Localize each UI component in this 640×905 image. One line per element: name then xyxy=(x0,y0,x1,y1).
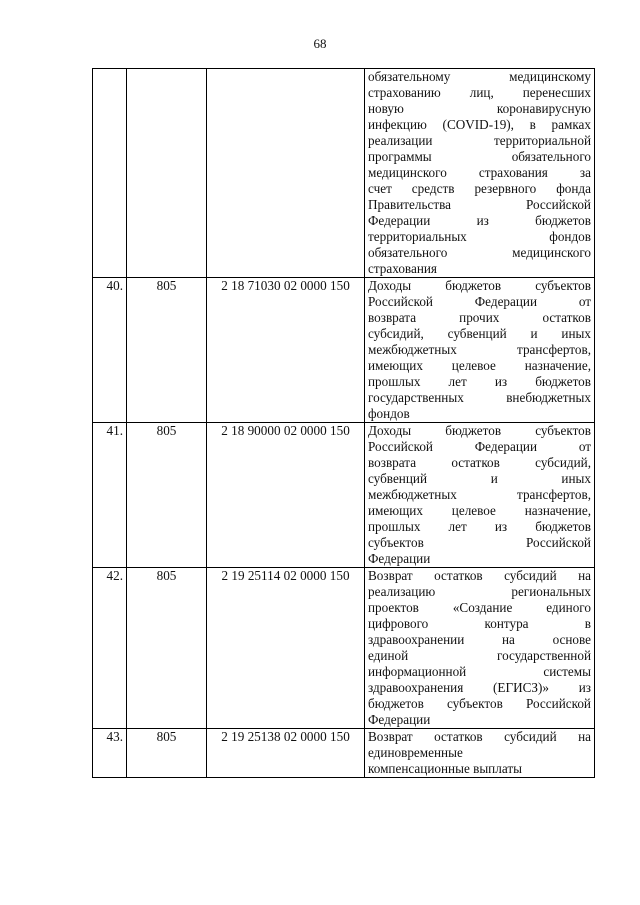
description-line: имеющих целевое назначение, xyxy=(368,358,591,373)
description-line: Возврат остатков субсидий на xyxy=(368,568,591,583)
budget-classification-code-cell: 2 19 25138 02 0000 150 xyxy=(207,729,365,778)
description-line: субвенций и иных xyxy=(368,471,591,486)
row-number-cell: 40. xyxy=(93,278,127,423)
admin-code-cell: 805 xyxy=(127,423,207,568)
table-row xyxy=(93,278,595,423)
table-row xyxy=(93,423,595,568)
description-line: информационной системы xyxy=(368,664,591,679)
admin-code-cell: 805 xyxy=(127,278,207,423)
row-number-cell xyxy=(93,69,127,278)
description-cell xyxy=(365,568,595,729)
page-number: 68 xyxy=(313,36,327,51)
description-line: обязательному медицинскому xyxy=(368,69,591,84)
description-line: территориальных фондов xyxy=(368,229,591,244)
description-line: бюджетов субъектов Российской xyxy=(368,696,591,711)
description-line: субъектов Российской xyxy=(368,535,591,550)
table-row xyxy=(93,69,595,278)
description-line: Правительства Российской xyxy=(368,197,591,212)
description-line: страхования xyxy=(368,261,437,276)
description-line: прошлых лет из бюджетов xyxy=(368,374,591,389)
admin-code-cell: 805 xyxy=(127,729,207,778)
description-line: Российской Федерации от xyxy=(368,294,591,309)
description-line: реализации территориальной xyxy=(368,133,591,148)
description-line: здравоохранения (ЕГИСЗ)» из xyxy=(368,680,591,695)
description-line: государственных внебюджетных xyxy=(368,390,591,405)
budget-classification-code-cell: 2 19 25114 02 0000 150 xyxy=(207,568,365,729)
description-line: Федерации xyxy=(368,712,431,727)
description-cell xyxy=(365,69,595,278)
description-line: обязательного медицинского xyxy=(368,245,591,260)
description-line: межбюджетных трансфертов, xyxy=(368,487,591,502)
description-line: здравоохранении на основе xyxy=(368,632,591,647)
description-line: Возврат остатков субсидий на xyxy=(368,729,591,744)
budget-classification-code-cell xyxy=(207,69,365,278)
table-body xyxy=(93,69,595,778)
description-cell xyxy=(365,423,595,568)
description-line: цифрового контура в xyxy=(368,616,591,631)
description-line: программы обязательного xyxy=(368,149,591,164)
table-row xyxy=(93,729,595,778)
description-cell xyxy=(365,278,595,423)
description-line: проектов «Создание единого xyxy=(368,600,591,615)
description-line: новую коронавирусную xyxy=(368,101,591,116)
row-number-cell: 42. xyxy=(93,568,127,729)
row-number-cell: 41. xyxy=(93,423,127,568)
description-line: компенсационные выплаты xyxy=(368,761,522,776)
description-line: Федерации из бюджетов xyxy=(368,213,591,228)
budget-classification-code-cell: 2 18 90000 02 0000 150 xyxy=(207,423,365,568)
description-line: возврата прочих остатков xyxy=(368,310,591,325)
description-line: страхованию лиц, перенесших xyxy=(368,85,591,100)
description-line: Доходы бюджетов субъектов xyxy=(368,423,591,438)
admin-code-cell: 805 xyxy=(127,568,207,729)
row-number-cell: 43. xyxy=(93,729,127,778)
description-line: Федерации xyxy=(368,551,431,566)
description-line: прошлых лет из бюджетов xyxy=(368,519,591,534)
description-line: медицинского страхования за xyxy=(368,165,591,180)
description-cell xyxy=(365,729,595,778)
description-line: инфекцию (COVID-19), в рамках xyxy=(368,117,591,132)
description-line: реализацию региональных xyxy=(368,584,591,599)
description-line: единовременные xyxy=(368,745,463,760)
table-row xyxy=(93,568,595,729)
description-line: счет средств резервного фонда xyxy=(368,181,591,196)
budget-classification-code-cell: 2 18 71030 02 0000 150 xyxy=(207,278,365,423)
description-line: субсидий, субвенций и иных xyxy=(368,326,591,341)
description-line: Российской Федерации от xyxy=(368,439,591,454)
description-line: возврата остатков субсидий, xyxy=(368,455,591,470)
description-line: имеющих целевое назначение, xyxy=(368,503,591,518)
description-line: фондов xyxy=(368,406,410,421)
description-line: Доходы бюджетов субъектов xyxy=(368,278,591,293)
budget-codes-table xyxy=(92,68,595,778)
description-line: межбюджетных трансфертов, xyxy=(368,342,591,357)
description-line: единой государственной xyxy=(368,648,591,663)
admin-code-cell xyxy=(127,69,207,278)
